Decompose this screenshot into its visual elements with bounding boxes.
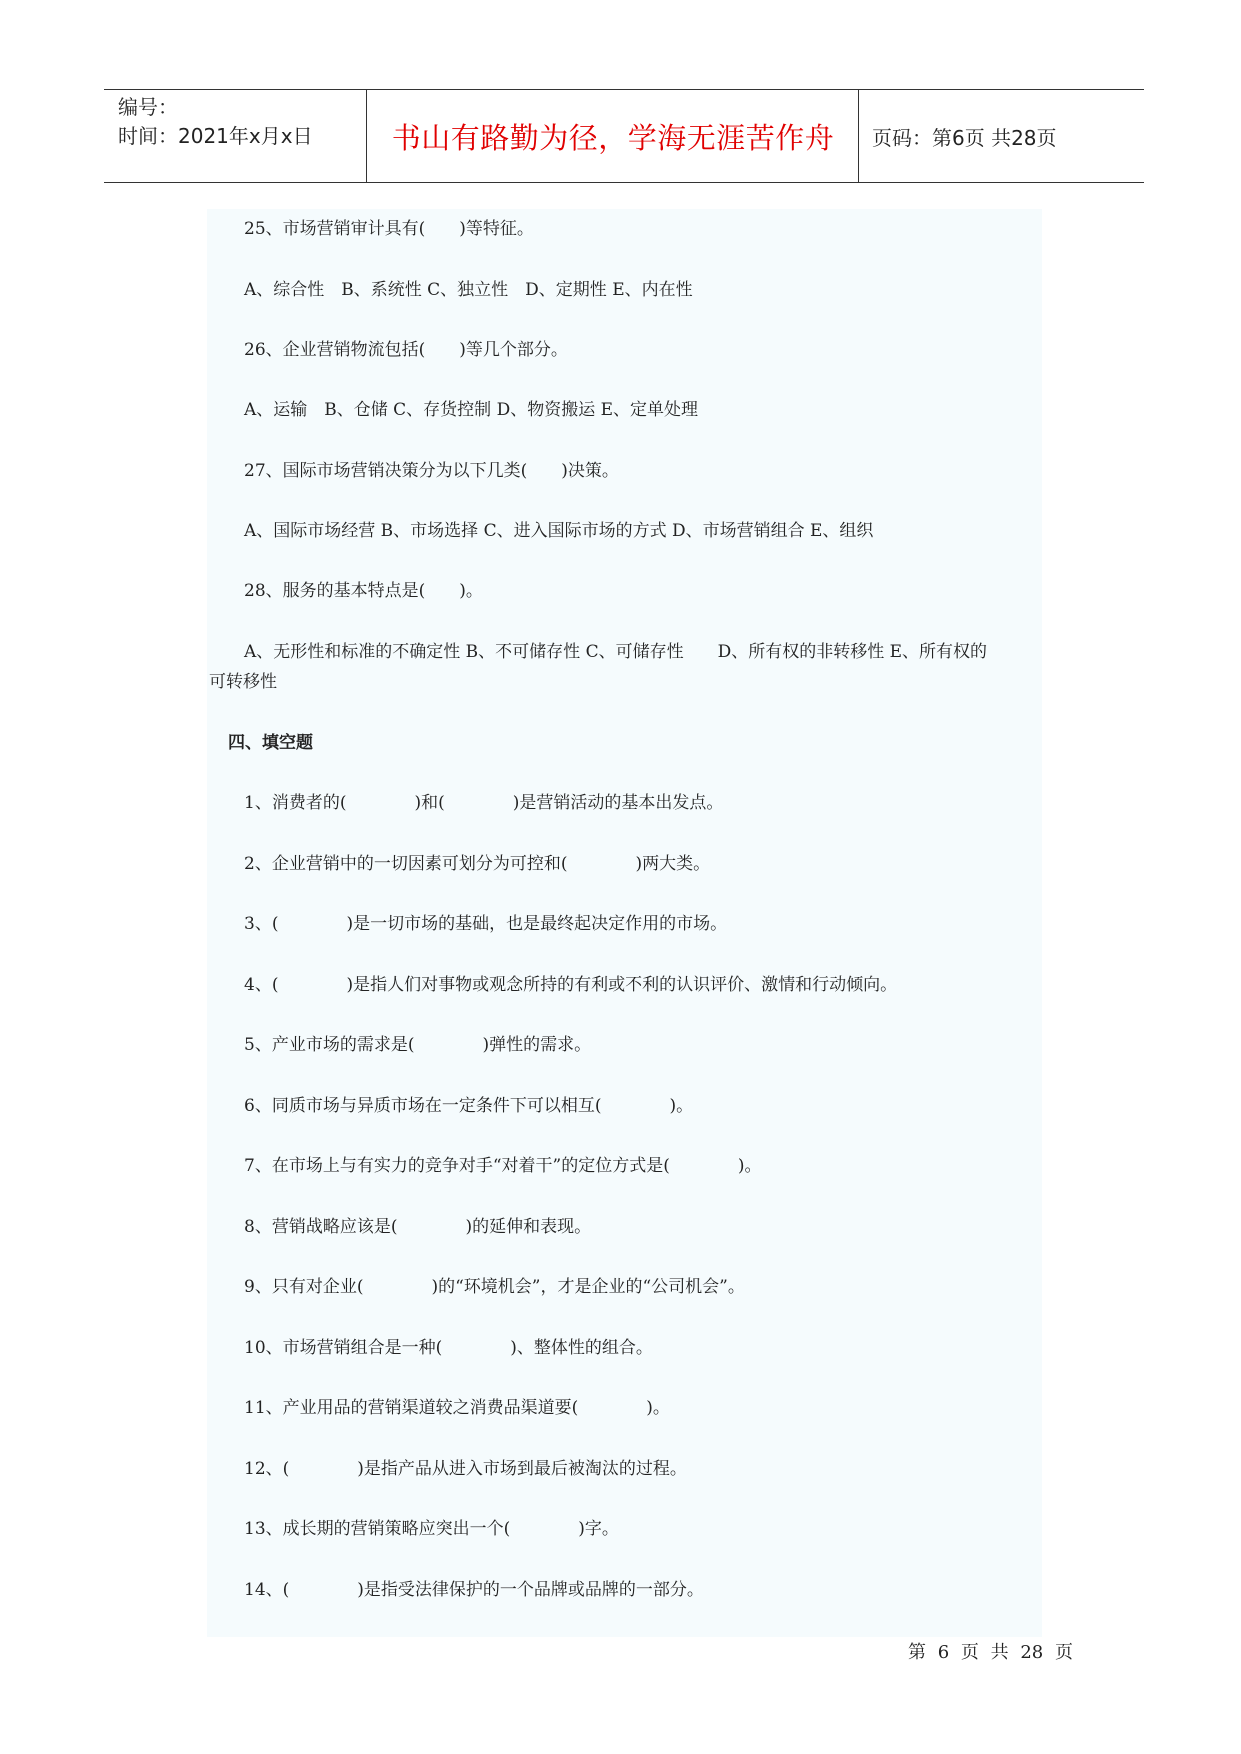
page-footer: 第 6 页 共 28 页 [908,1642,1073,1663]
fill-blank-item: 13、成长期的营销策略应突出一个( )字。 [244,1519,619,1539]
page-header [104,89,1144,183]
fill-blank-item: 2、企业营销中的一切因素可划分为可控和( )两大类。 [244,854,711,874]
question-28-options: A、无形性和标准的不确定性 B、不可储存性 C、可储存性 D、所有权的非转移性 E、所有权的 [244,642,988,662]
fill-blank-item: 3、( )是一切市场的基础，也是最终起决定作用的市场。 [244,914,728,934]
fill-blank-item: 1、消费者的( )和( )是营销活动的基本出发点。 [244,793,724,813]
header-divider [366,90,367,182]
fill-blank-item: 5、产业市场的需求是( )弹性的需求。 [244,1035,592,1055]
fill-blank-item: 9、只有对企业( )的“环境机会”，才是企业的“公司机会”。 [244,1277,745,1297]
header-motto: 书山有路勤为径，学海无涯苦作舟 [391,120,835,155]
fill-blank-item: 14、( )是指受法律保护的一个品牌或品牌的一部分。 [244,1580,704,1600]
time-label: 时间：2021年x月x日 [118,124,313,148]
fill-blank-item: 12、( )是指产品从进入市场到最后被淘汰的过程。 [244,1459,687,1479]
question-27-options: A、国际市场经营 B、市场选择 C、进入国际市场的方式 D、市场营销组合 E、组织 [244,521,874,541]
fill-blank-item: 4、( )是指人们对事物或观念所持的有利或不利的认识评价、激情和行动倾向。 [244,975,898,995]
question-25: 25、市场营销审计具有( )等特征。 [244,219,534,239]
fill-blank-item: 10、市场营销组合是一种( )、整体性的组合。 [244,1338,653,1358]
number-label: 编号： [118,95,178,119]
fill-blank-item: 11、产业用品的营销渠道较之消费品渠道要( )。 [244,1398,670,1418]
section-title: 四、填空题 [228,733,313,753]
question-26: 26、企业营销物流包括( )等几个部分。 [244,340,568,360]
question-28-options-cont: 可转移性 [209,672,277,692]
question-25-options: A、综合性 B、系统性 C、独立性 D、定期性 E、内在性 [244,280,693,300]
fill-blank-item: 8、营销战略应该是( )的延伸和表现。 [244,1217,592,1237]
fill-blank-item: 7、在市场上与有实力的竞争对手“对着干”的定位方式是( )。 [244,1156,762,1176]
header-divider [858,90,859,182]
header-page-number: 页码：第6页 共28页 [872,125,1057,150]
fill-blank-item: 6、同质市场与异质市场在一定条件下可以相互( )。 [244,1096,694,1116]
question-26-options: A、运输 B、仓储 C、存货控制 D、物资搬运 E、定单处理 [244,400,699,420]
header-meta [118,93,313,151]
question-27: 27、国际市场营销决策分为以下几类( )决策。 [244,461,619,481]
question-28: 28、服务的基本特点是( )。 [244,581,483,601]
